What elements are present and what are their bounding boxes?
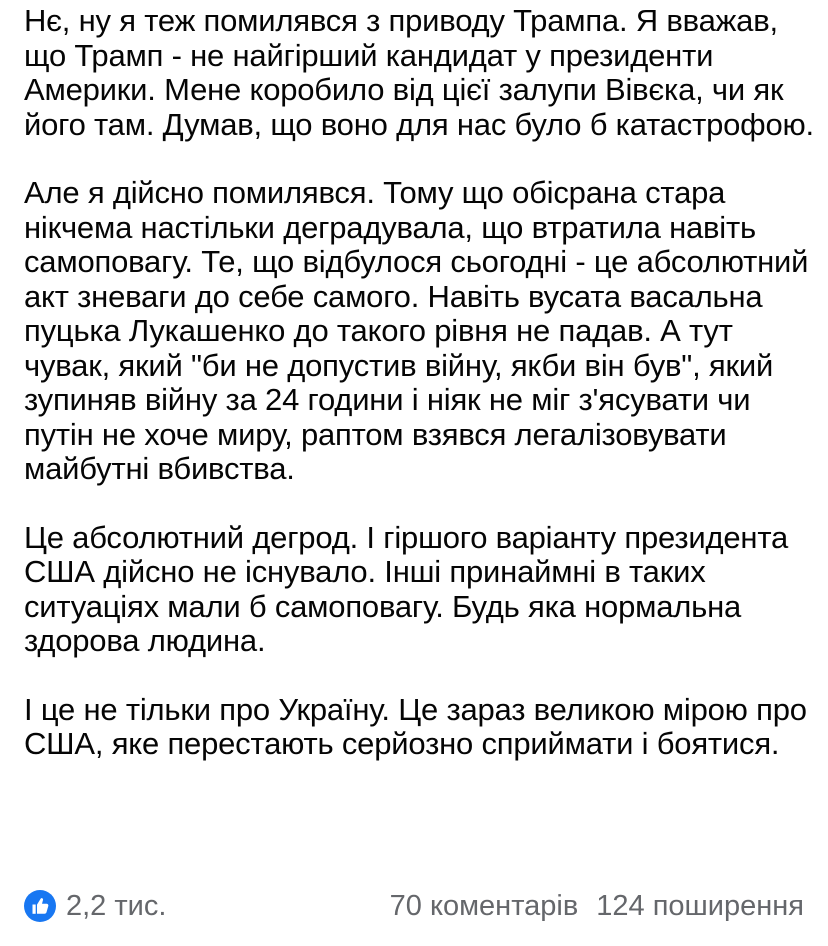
like-icon (24, 890, 56, 922)
post-paragraph-1: Нє, ну я теж помилявся з приводу Трампа. Я вважав, що Трамп - не найгірший кандидат у президенти Америки. Мене коробило від цієї залупи Вівєка, чи як його там. Думав, що воно для нас було б катастрофою. (24, 3, 814, 142)
post-footer (24, 883, 804, 929)
post-stats (390, 890, 804, 923)
shares-count-link[interactable]: 124 поширення (596, 889, 804, 922)
reactions-count: 2,2 тис. (66, 889, 167, 922)
comments-count-link[interactable]: 70 коментарів (389, 889, 579, 922)
reactions-summary[interactable] (24, 890, 166, 923)
post-paragraph-3: Це абсолютний дегрод. І гіршого варіанту президента США дійсно не існувало. Інші принаймні в таких ситуаціях мали б самоповагу. Будь яка нормальна здорова людина. (24, 519, 789, 658)
post-paragraph-4: І це не тільки про Україну. Це зараз великою мірою про США, яке перестають серйозно сприймати і боятися. (24, 691, 807, 761)
post-paragraph-2: Але я дійсно помилявся. Тому що обісрана стара нікчема настільки деградувала, що втратила навіть самоповагу. Те, що відбулося сьогодні - це абсолютний акт зневаги до себе самого. Навіть вусата васальна пуцька Лукашенко до такого рівня не падав. А тут чувак, який "би не допустив війну, якби він був", який зупиняв війну за 24 години і ніяк не міг з'ясувати чи путін не хоче миру, раптом взявся легалізовувати майбутні вбивства. (24, 175, 809, 486)
post-body (24, 4, 814, 762)
